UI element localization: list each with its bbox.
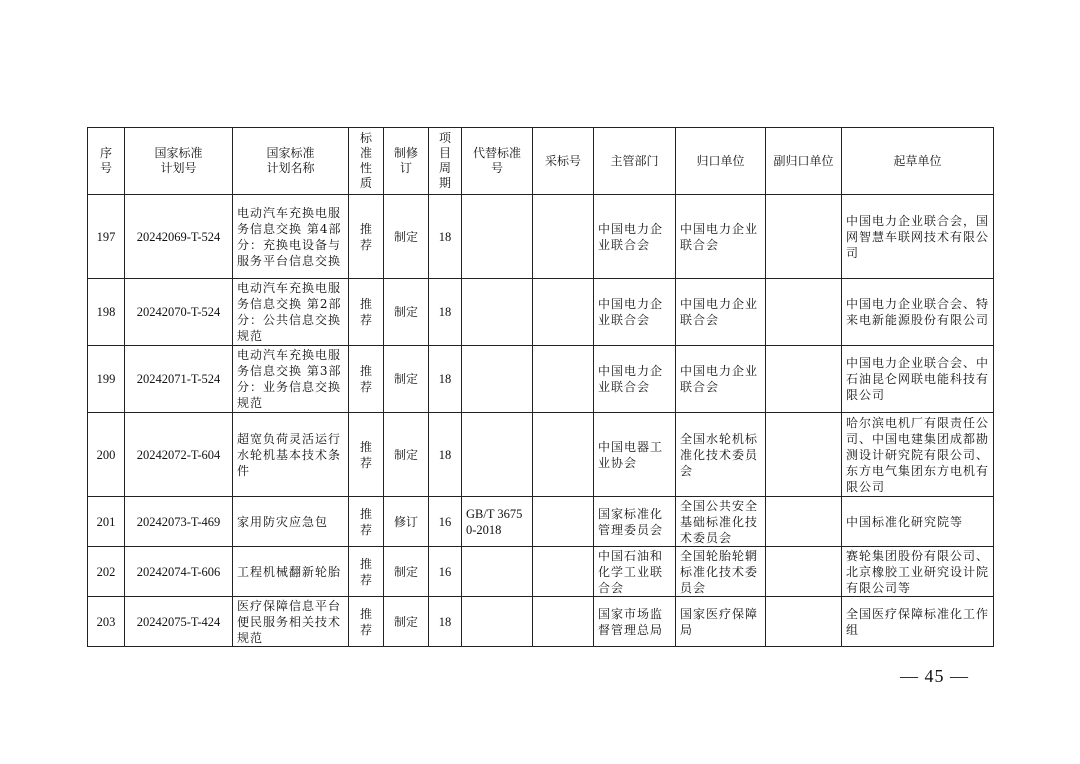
cell-replace: [462, 413, 533, 497]
cell-sub-tc: [766, 547, 842, 597]
cell-type: 制定: [384, 413, 429, 497]
cell-sub-tc: [766, 413, 842, 497]
table-row: [88, 195, 994, 279]
cell-seq: 197: [88, 195, 125, 279]
cell-tc: 全国水轮机标准化技术委员会: [676, 413, 766, 497]
cell-replace: [462, 195, 533, 279]
cell-plan-no: 20242070-T-524: [125, 279, 233, 346]
cell-drafter: 全国医疗保障标准化工作组: [842, 597, 994, 647]
cell-seq: 199: [88, 346, 125, 413]
cell-plan-no: 20242071-T-524: [125, 346, 233, 413]
header-tc: 归口单位: [676, 128, 766, 195]
cell-drafter: 哈尔滨电机厂有限责任公司、中国电建集团成都勘测设计研究院有限公司、东方电气集团东方电机有限公司: [842, 413, 994, 497]
cell-plan-name: 电动汽车充换电服务信息交换 第2部分：公共信息交换规范: [233, 279, 349, 346]
cell-type: 修订: [384, 497, 429, 547]
cell-dept: 中国电力企业联合会: [594, 195, 676, 279]
cell-plan-name: 工程机械翻新轮胎: [233, 547, 349, 597]
cell-seq: 201: [88, 497, 125, 547]
cell-tc: 全国公共安全基础标准化技术委员会: [676, 497, 766, 547]
cell-nature: 推荐: [349, 195, 384, 279]
cell-sub-tc: [766, 195, 842, 279]
cell-cycle: 18: [429, 346, 462, 413]
cell-drafter: 中国电力企业联合会、特来电新能源股份有限公司: [842, 279, 994, 346]
cell-adopt: [533, 497, 594, 547]
cell-plan-no: 20242075-T-424: [125, 597, 233, 647]
cell-dept: 国家标准化管理委员会: [594, 497, 676, 547]
cell-seq: 202: [88, 547, 125, 597]
cell-adopt: [533, 279, 594, 346]
cell-plan-name: 电动汽车充换电服务信息交换 第3部分：业务信息交换规范: [233, 346, 349, 413]
header-type: 制修订: [384, 128, 429, 195]
header-replace: 代替标准号: [462, 128, 533, 195]
cell-cycle: 18: [429, 195, 462, 279]
table-row: [88, 597, 994, 647]
cell-dept: 中国电力企业联合会: [594, 346, 676, 413]
cell-seq: 203: [88, 597, 125, 647]
header-sub-tc: 副归口单位: [766, 128, 842, 195]
cell-plan-name: 医疗保障信息平台 便民服务相关技术规范: [233, 597, 349, 647]
header-dept: 主管部门: [594, 128, 676, 195]
cell-replace: [462, 279, 533, 346]
cell-drafter: 中国标准化研究院等: [842, 497, 994, 547]
cell-sub-tc: [766, 597, 842, 647]
cell-adopt: [533, 195, 594, 279]
header-plan-no: 国家标准计划号: [125, 128, 233, 195]
cell-type: 制定: [384, 597, 429, 647]
cell-tc: 全国轮胎轮辋标准化技术委员会: [676, 547, 766, 597]
cell-plan-no: 20242072-T-604: [125, 413, 233, 497]
cell-adopt: [533, 413, 594, 497]
cell-sub-tc: [766, 346, 842, 413]
cell-adopt: [533, 547, 594, 597]
table-row: [88, 497, 994, 547]
cell-tc: 国家医疗保障局: [676, 597, 766, 647]
cell-plan-no: 20242069-T-524: [125, 195, 233, 279]
cell-replace: [462, 346, 533, 413]
table-row: [88, 413, 994, 497]
table-row: [88, 279, 994, 346]
cell-nature: 推荐: [349, 497, 384, 547]
cell-tc: 中国电力企业联合会: [676, 195, 766, 279]
cell-type: 制定: [384, 279, 429, 346]
cell-nature: 推荐: [349, 346, 384, 413]
cell-cycle: 18: [429, 413, 462, 497]
cell-adopt: [533, 346, 594, 413]
cell-type: 制定: [384, 547, 429, 597]
cell-drafter: 中国电力企业联合会、中石油昆仑网联电能科技有限公司: [842, 346, 994, 413]
header-seq: 序号: [88, 128, 125, 195]
cell-replace: GB/T 36750-2018: [462, 497, 533, 547]
cell-dept: 国家市场监督管理总局: [594, 597, 676, 647]
cell-seq: 200: [88, 413, 125, 497]
cell-cycle: 16: [429, 547, 462, 597]
cell-dept: 中国石油和化学工业联合会: [594, 547, 676, 597]
header-adopt: 采标号: [533, 128, 594, 195]
header-nature: 标准性质: [349, 128, 384, 195]
cell-plan-no: 20242073-T-469: [125, 497, 233, 547]
cell-nature: 推荐: [349, 597, 384, 647]
cell-type: 制定: [384, 346, 429, 413]
cell-replace: [462, 597, 533, 647]
cell-plan-name: 家用防灾应急包: [233, 497, 349, 547]
header-drafter: 起草单位: [842, 128, 994, 195]
header-plan-name: 国家标准计划名称: [233, 128, 349, 195]
cell-sub-tc: [766, 279, 842, 346]
cell-plan-name: 电动汽车充换电服务信息交换 第4部分：充换电设备与服务平台信息交换: [233, 195, 349, 279]
cell-type: 制定: [384, 195, 429, 279]
cell-tc: 中国电力企业联合会: [676, 279, 766, 346]
cell-plan-name: 超宽负荷灵活运行水轮机基本技术条件: [233, 413, 349, 497]
page-number: — 45 —: [900, 666, 969, 686]
cell-nature: 推荐: [349, 413, 384, 497]
standards-plan-table: [87, 127, 994, 647]
table-row: [88, 547, 994, 597]
cell-drafter: 中国电力企业联合会，国网智慧车联网技术有限公司: [842, 195, 994, 279]
cell-seq: 198: [88, 279, 125, 346]
cell-nature: 推荐: [349, 547, 384, 597]
cell-sub-tc: [766, 497, 842, 547]
cell-cycle: 18: [429, 597, 462, 647]
cell-replace: [462, 547, 533, 597]
cell-dept: 中国电力企业联合会: [594, 279, 676, 346]
cell-drafter: 赛轮集团股份有限公司、北京橡胶工业研究设计院有限公司等: [842, 547, 994, 597]
cell-dept: 中国电器工业协会: [594, 413, 676, 497]
header-cycle: 项目周期: [429, 128, 462, 195]
cell-nature: 推荐: [349, 279, 384, 346]
cell-tc: 中国电力企业联合会: [676, 346, 766, 413]
table-row: [88, 346, 994, 413]
cell-cycle: 16: [429, 497, 462, 547]
table-header-row: [88, 128, 994, 195]
cell-adopt: [533, 597, 594, 647]
cell-plan-no: 20242074-T-606: [125, 547, 233, 597]
cell-cycle: 18: [429, 279, 462, 346]
